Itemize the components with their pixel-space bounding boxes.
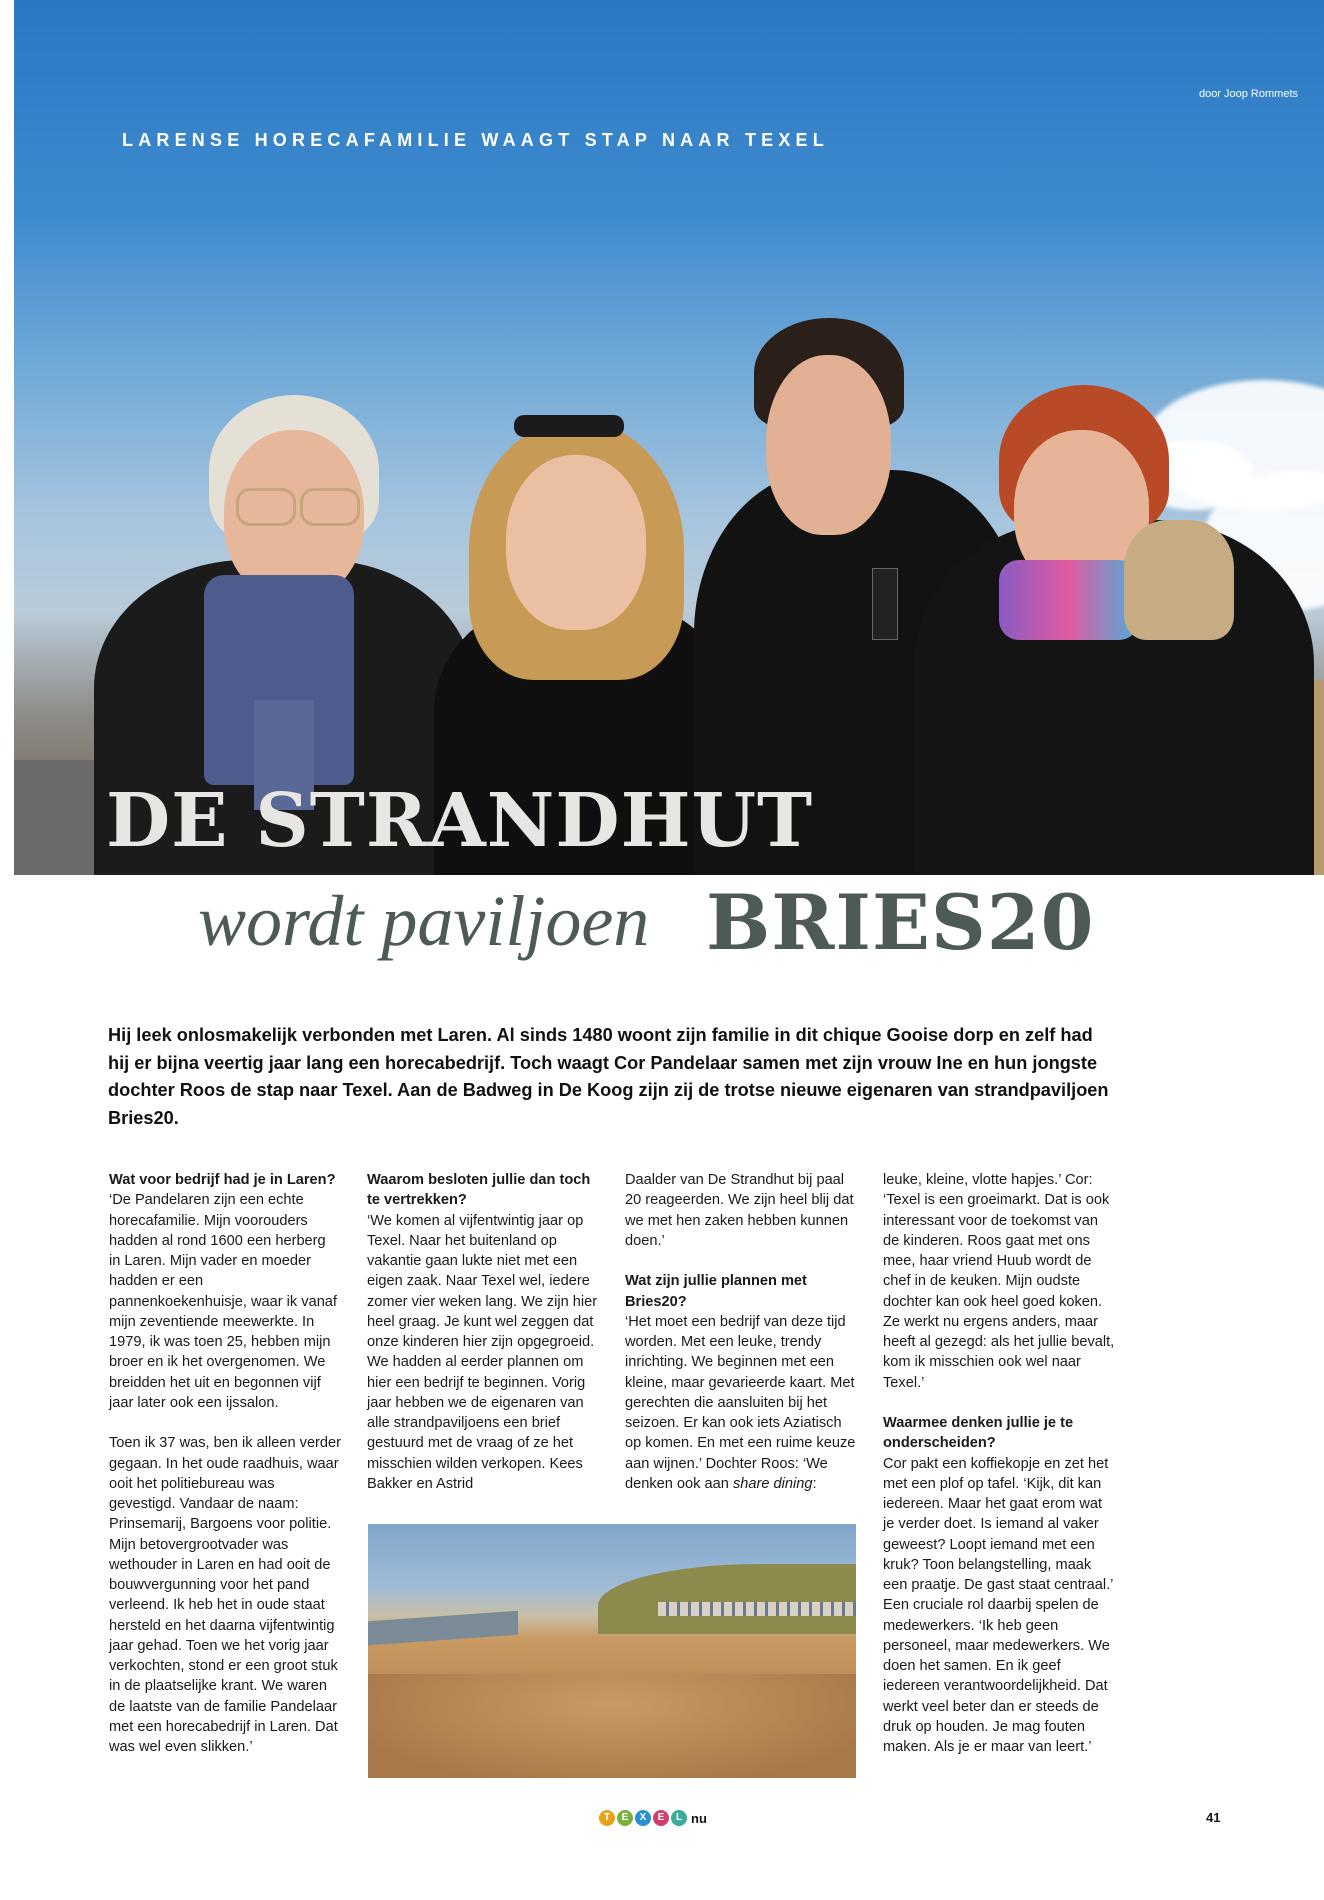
byline: door Joop Rommets <box>1198 88 1298 100</box>
logo-letter: L <box>671 1810 687 1826</box>
logo-letter: X <box>635 1810 651 1826</box>
kicker: LARENSE HORECAFAMILIE WAAGT STAP NAAR TEXEL <box>122 130 829 150</box>
page-number: 41 <box>1206 1810 1221 1825</box>
body-emphasis: share dining <box>732 1475 813 1492</box>
beach-photo <box>368 1524 856 1778</box>
lead-paragraph: Hij leek onlosmakelijk verbonden met Laren. Al sinds 1480 woont zijn familie in dit chique Gooise dorp en zelf had hij er bijna veertig jaar lang een horecabedrijf. Toch waagt Cor Pandelaar samen met zijn vrouw Ine en hun jongste dochter Roos de stap naar Texel. Aan de Badweg in De Koog zijn zij de trotse nieuwe eigenaren van strandpaviljoen Bries20. <box>108 1025 1109 1128</box>
hero-photo <box>14 0 1324 875</box>
logo-letter: E <box>653 1810 669 1826</box>
title-line-2-italic: wordt paviljoen <box>198 881 650 961</box>
article-column-3 <box>625 1170 857 1514</box>
body-paragraph: Daalder van De Strandhut bij paal 20 reageerden. We zijn heel blij dat we met hen zaken hebben kunnen doen.’ <box>625 1172 854 1249</box>
title-line-1: DE STRANDHUT <box>106 778 814 864</box>
article-column-1 <box>109 1170 341 1778</box>
article-column-4 <box>883 1170 1115 1778</box>
article-column-2 <box>367 1170 599 1514</box>
logo-letter: E <box>617 1810 633 1826</box>
body-text-end: : <box>812 1475 817 1492</box>
logo-letter: T <box>599 1810 615 1826</box>
texel-nu-logo <box>599 1810 707 1826</box>
question-heading: Waarom besloten jullie dan toch te vertrekken? <box>367 1172 591 1209</box>
question-heading: Wat voor bedrijf had je in Laren? <box>109 1172 336 1188</box>
body-paragraph: Cor pakt een koffiekopje en zet het met een plof op tafel. ‘Kijk, dit kan iedereen. Maar het gaat erom wat je verder doet. Is iemand al vaker geweest? Loopt iemand met een kruk? Toon belangstelling, maak een praatje. De gast staat centraal.’ Een cruciale rol daarbij spelen de medewerkers. ‘Ik heb geen personeel, maar medewerkers. We doen het samen. En ik geef iedereen verantwoordelijkheid. Dat werkt veel beter dan er steeds de druk op houden. Je mag fouten maken. Als je er maar van leert.’ <box>883 1455 1113 1755</box>
question-heading: Waarmee denken jullie je te onderscheiden? <box>883 1415 1074 1452</box>
body-paragraph: Toen ik 37 was, ben ik alleen verder gegaan. In het oude raadhuis, waar ooit het politiebureau was gevestigd. Vandaar de naam: Prinsemarij, Bargoens voor politie. Mijn betovergrootvader was wethouder in Laren en had ooit de bouwvergunning voor het pand verleend. Ik heb het in oude staat hersteld en het daarna vijfentwintig jaar gehad. Toen we het vorig jaar verkochten, stond er een groot stuk in de plaatselijke krant. We waren de laatste van de familie Pandelaar met een horecabedrijf in Laren. Dat was wel even slikken.’ <box>109 1435 342 1755</box>
body-paragraph: ‘We komen al vijfentwintig jaar op Texel. Naar het buitenland op vakantie gaan lukte niet met een eigen zaak. Naar Texel wel, iedere zomer vier weken lang. We zijn hier heel graag. Je kunt wel zeggen dat onze kinderen hier zijn opgegroeid. We hadden al eerder plannen om hier een bedrijf te beginnen. Vorig jaar hebben we de eigenaren van alle strandpaviljoens een brief gestuurd met de vraag of ze het misschien wilden verkopen. Kees Bakker en Astrid <box>367 1212 598 1492</box>
logo-suffix: nu <box>691 1810 707 1826</box>
body-paragraph: ‘De Pandelaren zijn een echte horecafamilie. Mijn voorouders hadden al rond 1600 een herberg in Laren. Mijn vader en moeder hadden er een pannenkoekenhuisje, waar ik vanaf mijn zeventiende meewerkte. In 1979, ik was toen 25, hebben mijn broer en ik het overgenomen. We breidden het uit en begonnen vijf jaar later ook een ijssalon. <box>109 1192 337 1411</box>
body-text: ‘Het moet een bedrijf van deze tijd worden. Met een leuke, trendy inrichting. We beginnen met een kleine, maar gevarieerde kaart. Met gerechten die aansluiten bij het seizoen. Er kan ook iets Aziatisch op komen. En met een ruime keuze aan wijnen.’ Dochter Roos: ‘We denken ook aan <box>625 1313 856 1492</box>
body-paragraph <box>625 1312 857 1494</box>
title-line-2-bold: BRIES20 <box>706 878 1095 967</box>
body-paragraph: leuke, kleine, vlotte hapjes.’ Cor: ‘Texel is een groeimarkt. Dat is ook interessant voor de toekomst van de kinderen. Roos gaat met ons mee, haar vriend Huub wordt de chef in de keuken. Mijn oudste dochter kan ook heel goed koken. Ze werkt nu ergens anders, maar heeft al gezegd: als het jullie bevalt, kom ik misschien ook wel naar Texel.’ <box>883 1172 1115 1391</box>
question-heading: Wat zijn jullie plannen met Bries20? <box>625 1273 807 1310</box>
